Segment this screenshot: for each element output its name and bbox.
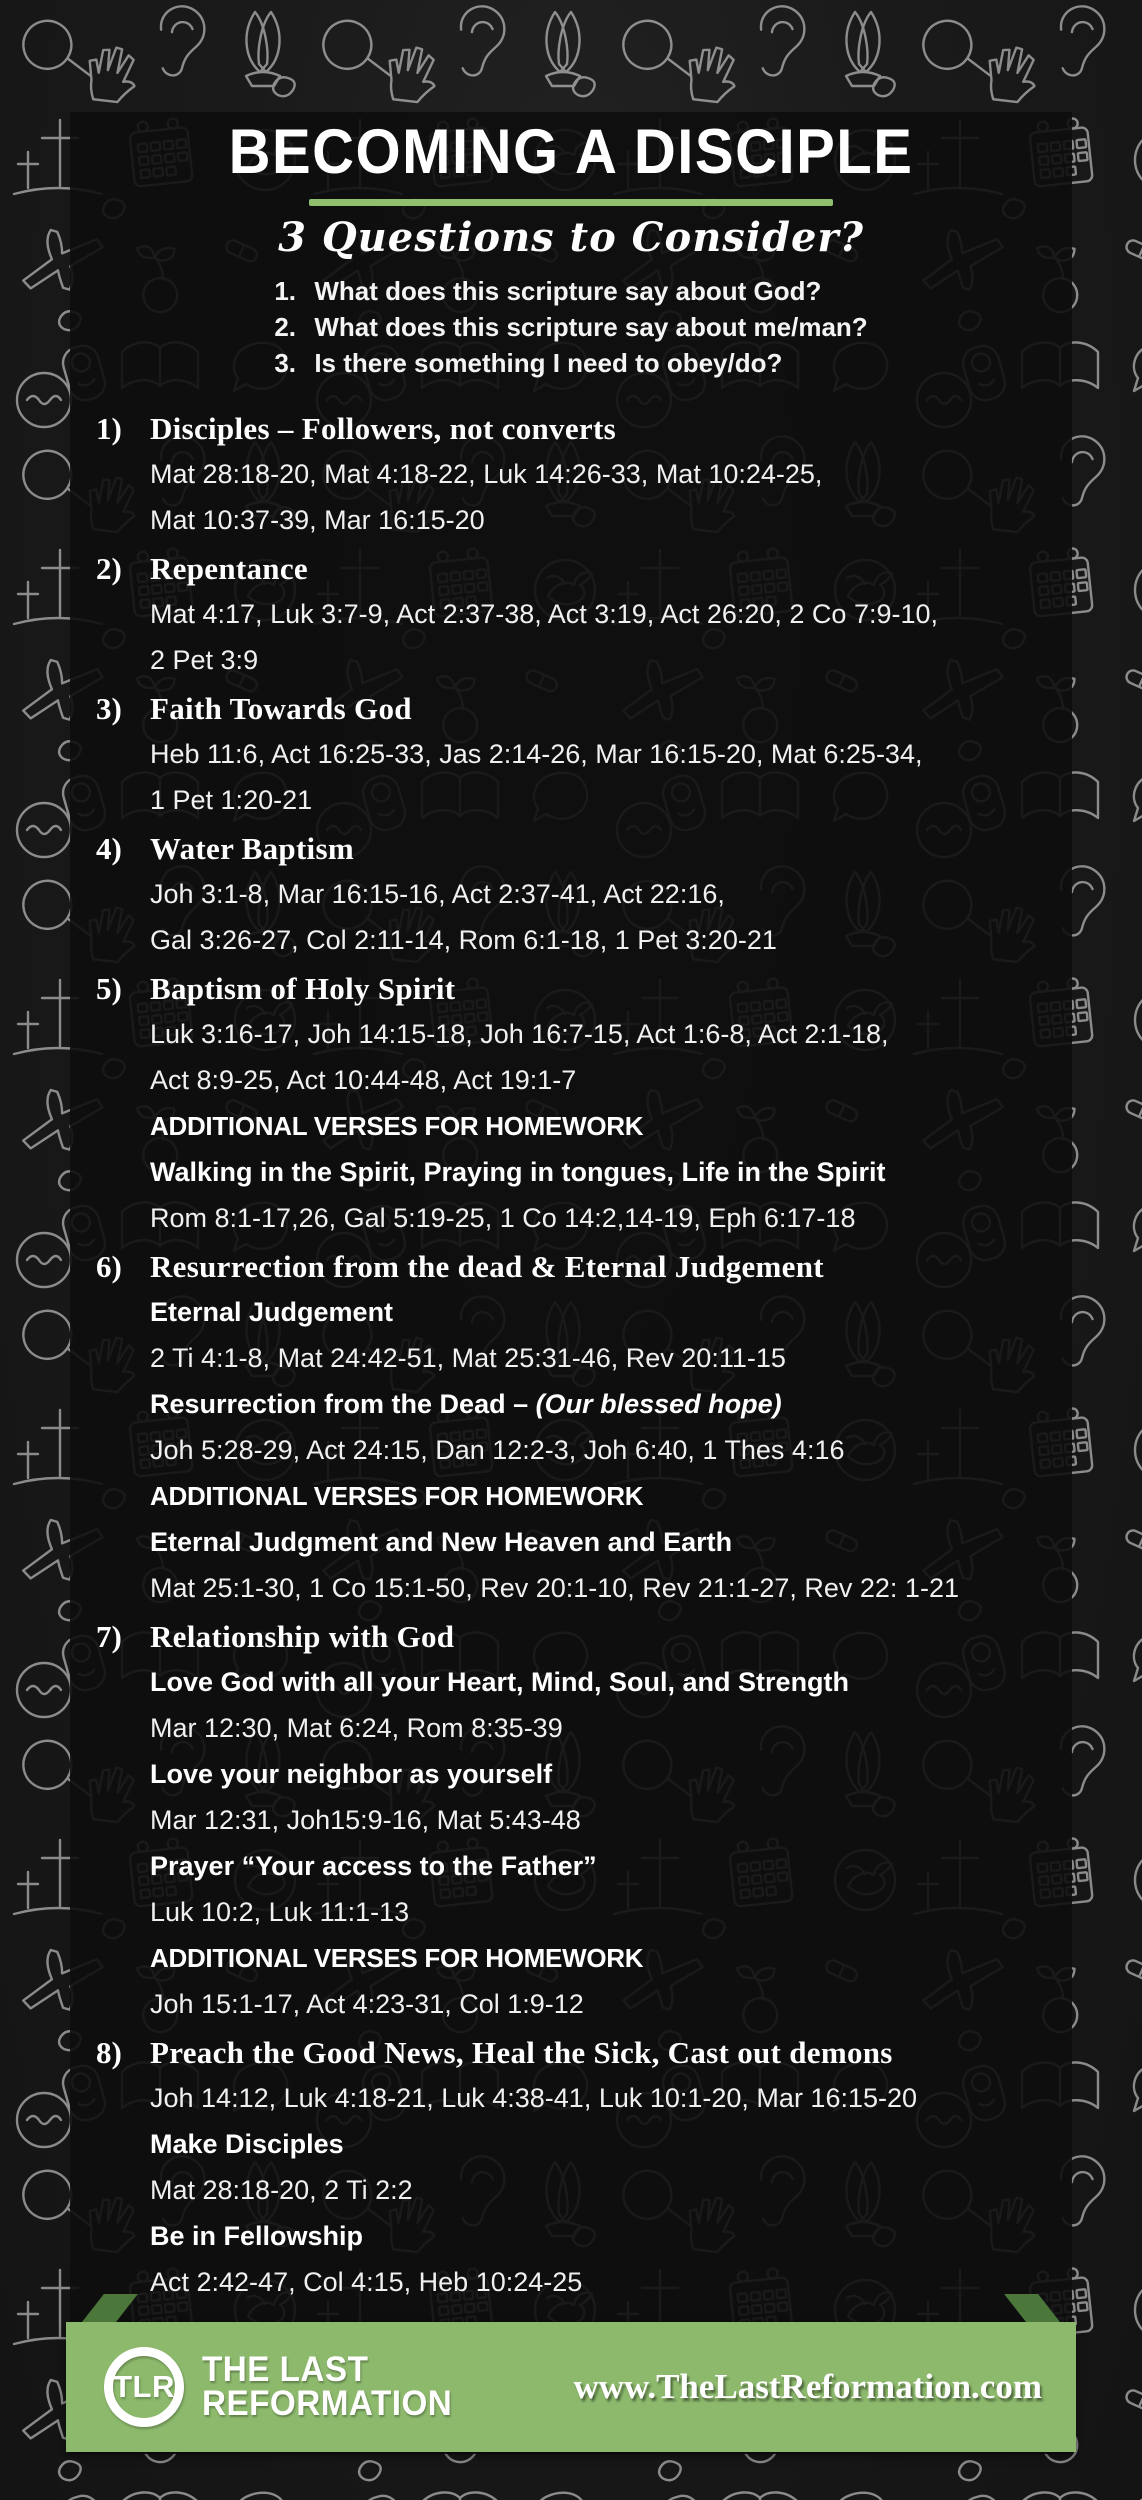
verse-line: Mar 12:31, Joh15:9-16, Mat 5:43-48: [150, 1805, 581, 1835]
subheading-line: Eternal Judgement: [150, 1297, 394, 1327]
section-heading: Relationship with God: [150, 1619, 455, 1654]
question-number: 3.: [274, 348, 297, 378]
section-number: 2): [96, 551, 122, 586]
section-number: 6): [96, 1249, 122, 1284]
verse-line: Luk 10:2, Luk 11:1-13: [150, 1897, 410, 1927]
page-subtitle: 3 Questions to Consider?: [278, 214, 864, 261]
website-link[interactable]: www.TheLastReformation.com: [573, 2367, 1042, 2406]
verse-line: Joh 15:1-17, Act 4:23-31, Col 1:9-12: [150, 1989, 584, 2019]
homework-label: ADDITIONAL VERSES FOR HOMEWORK: [150, 1111, 644, 1141]
questions-list: [274, 273, 867, 381]
question-item: [274, 273, 867, 309]
subheading-line: Walking in the Spirit, Praying in tongues, Life in the Spirit: [150, 1157, 886, 1187]
verse-line: Mat 25:1-30, 1 Co 15:1-50, Rev 20:1-10, Rev 21:1-27, Rev 22: 1-21: [150, 1573, 959, 1603]
verse-line: Heb 11:6, Act 16:25-33, Jas 2:14-26, Mar 16:15-20, Mat 6:25-34,: [150, 739, 923, 769]
verse-line: 1 Pet 1:20-21: [150, 785, 313, 815]
section-heading: Repentance: [150, 551, 308, 586]
verse-line: Luk 3:16-17, Joh 14:15-18, Joh 16:7-15, Act 1:6-8, Act 2:1-18,: [150, 1019, 889, 1049]
section-item: [72, 547, 1070, 683]
section-heading: Water Baptism: [150, 831, 354, 866]
tlr-logo-line1: THE LAST: [202, 2350, 369, 2389]
homework-label: ADDITIONAL VERSES FOR HOMEWORK: [150, 1481, 644, 1511]
subheading-line: Be in Fellowship: [150, 2221, 364, 2251]
content-column: [72, 112, 1070, 2454]
section-heading: Baptism of Holy Spirit: [150, 971, 456, 1006]
subheading-line: Resurrection from the Dead – (Our blessed hope): [150, 1389, 782, 1419]
section-item: [72, 687, 1070, 823]
question-item: [274, 345, 867, 381]
footer-ribbon: [66, 2322, 1076, 2452]
homework-label: ADDITIONAL VERSES FOR HOMEWORK: [150, 1943, 644, 1973]
subheading-line: Love God with all your Heart, Mind, Soul, and Strength: [150, 1667, 850, 1697]
verse-line: Act 8:9-25, Act 10:44-48, Act 19:1-7: [150, 1065, 577, 1095]
verse-line: Joh 5:28-29, Act 24:15, Dan 12:2-3, Joh 6:40, 1 Thes 4:16: [150, 1435, 845, 1465]
section-number: 4): [96, 831, 122, 866]
section-item: [72, 827, 1070, 963]
question-text: What does this scripture say about me/man?: [314, 312, 868, 342]
verse-line: 2 Ti 4:1-8, Mat 24:42-51, Mat 25:31-46, Rev 20:11-15: [150, 1343, 786, 1373]
section-item: [72, 1245, 1070, 1611]
question-text: What does this scripture say about God?: [314, 276, 822, 306]
section-number: 5): [96, 971, 122, 1006]
section-number: 7): [96, 1619, 122, 1654]
verse-line: Mat 28:18-20, 2 Ti 2:2: [150, 2175, 413, 2205]
section-heading: Disciples – Followers, not converts: [150, 411, 616, 446]
tlr-logo-name: [202, 2350, 453, 2423]
subheading-line: Eternal Judgment and New Heaven and Earth: [150, 1527, 733, 1557]
verse-line: Joh 14:12, Luk 4:18-21, Luk 4:38-41, Luk 10:1-20, Mar 16:15-20: [150, 2083, 918, 2113]
verse-line: 2 Pet 3:9: [150, 645, 259, 675]
section-item: [72, 967, 1070, 1241]
section-item: [72, 2031, 1070, 2305]
subheading-line: Make Disciples: [150, 2129, 344, 2159]
section-number: 8): [96, 2035, 122, 2070]
italic-note: (Our blessed hope): [535, 1389, 782, 1419]
verse-line: Mar 12:30, Mat 6:24, Rom 8:35-39: [150, 1713, 563, 1743]
tlr-logo-group: [104, 2347, 465, 2427]
questions-wrap: [72, 273, 1070, 381]
sections-list: [72, 407, 1070, 2305]
verse-line: Joh 3:1-8, Mar 16:15-16, Act 2:37-41, Act 22:16,: [150, 879, 725, 909]
subheading-line: Love your neighbor as yourself: [150, 1759, 553, 1789]
subheading-line: Prayer “Your access to the Father”: [150, 1851, 597, 1881]
section-number: 1): [96, 411, 122, 446]
tlr-logo-abbr: TLR: [113, 2369, 175, 2404]
verse-line: Mat 4:17, Luk 3:7-9, Act 2:37-38, Act 3:19, Act 26:20, 2 Co 7:9-10,: [150, 599, 938, 629]
question-number: 2.: [274, 312, 297, 342]
section-item: [72, 407, 1070, 543]
section-item: [72, 1615, 1070, 2027]
question-number: 1.: [274, 276, 297, 306]
section-heading: Faith Towards God: [150, 691, 412, 726]
tlr-logo-line2: REFORMATION: [202, 2384, 453, 2423]
verse-line: Gal 3:26-27, Col 2:11-14, Rom 6:1-18, 1 Pet 3:20-21: [150, 925, 777, 955]
verse-line: Act 2:42-47, Col 4:15, Heb 10:24-25: [150, 2267, 583, 2297]
verse-line: Mat 28:18-20, Mat 4:18-22, Luk 14:26-33, Mat 10:24-25,: [150, 459, 823, 489]
question-item: [274, 309, 867, 345]
section-heading: Resurrection from the dead & Eternal Judgement: [150, 1249, 824, 1284]
title-underline: [309, 199, 833, 206]
verse-line: Mat 10:37-39, Mar 16:15-20: [150, 505, 485, 535]
page-title: BECOMING A DISCIPLE: [228, 117, 914, 188]
section-heading: Preach the Good News, Heal the Sick, Cast out demons: [150, 2035, 893, 2070]
section-number: 3): [96, 691, 122, 726]
question-text: Is there something I need to obey/do?: [314, 348, 783, 378]
verse-line: Rom 8:1-17,26, Gal 5:19-25, 1 Co 14:2,14-19, Eph 6:17-18: [150, 1203, 856, 1233]
tlr-logo-icon: [104, 2347, 184, 2427]
